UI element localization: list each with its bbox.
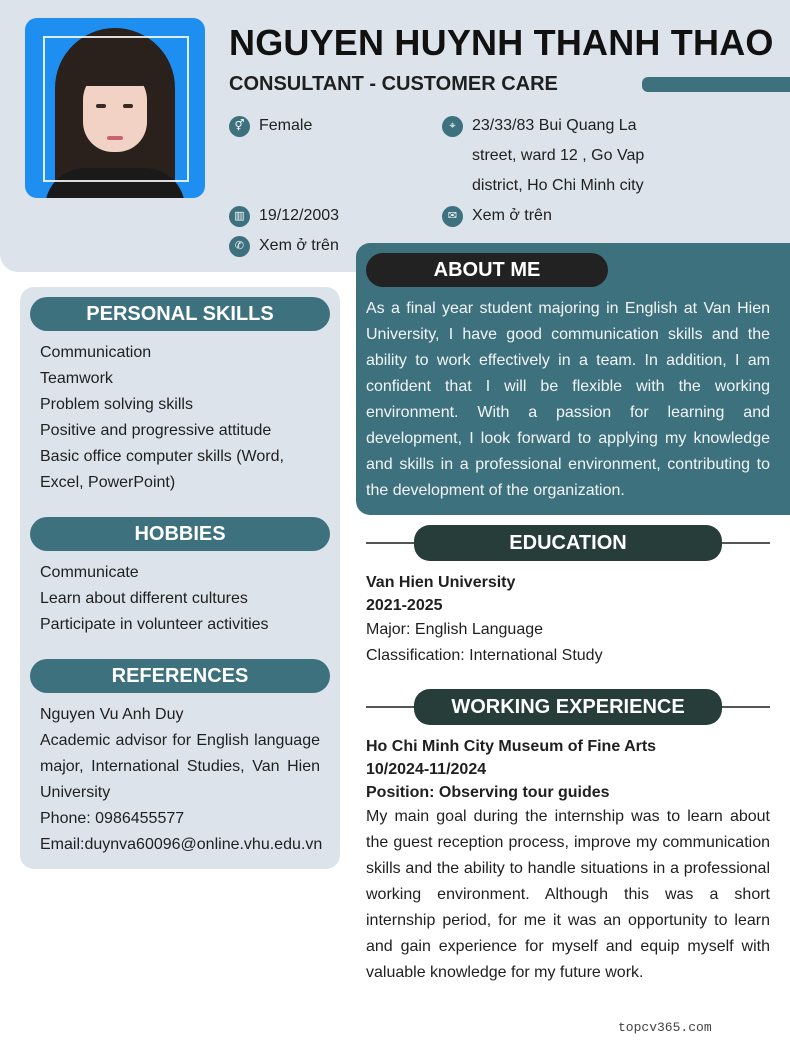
list-item: Participate in volunteer activities [40, 616, 269, 633]
section-title-hobbies: HOBBIES [30, 517, 330, 551]
education-classification: Classification: International Study [366, 647, 603, 664]
list-item: Communication [40, 344, 152, 361]
birthday-cake-icon: ▥ [229, 206, 250, 227]
gender-icon: ⚥ [229, 116, 250, 137]
education-header [366, 525, 770, 561]
about-me-text: As a final year student majoring in English at Van Hien University, I have good communication skills and the ability to work effectively in a team. In addition, I am confident that I will be flexible with the working environment. With a passion for learning and development, I look forward to applying my knowledge and skills in a professional environment, contributing to the development of the organization. [366, 300, 770, 499]
section-title-working-experience: WORKING EXPERIENCE [414, 689, 722, 725]
education-years: 2021-2025 [366, 597, 443, 614]
candidate-name: NGUYEN HUYNH THANH THAO [229, 22, 774, 63]
references-list [40, 702, 323, 858]
section-title-education: EDUCATION [414, 525, 722, 561]
education-entry [366, 571, 770, 669]
phone-icon: ✆ [229, 236, 250, 257]
list-item: Teamwork [40, 370, 113, 387]
left-sidebar-panel [20, 287, 340, 869]
info-date-of-birth [229, 201, 339, 231]
gender-value: Female [259, 117, 313, 134]
experience-period: 10/2024-11/2024 [366, 761, 487, 778]
info-gender [229, 111, 312, 141]
reference-phone: Phone: 0986455577 [40, 810, 185, 827]
title-accent-bar [642, 77, 790, 92]
experience-entry [366, 735, 770, 986]
envelope-icon: ✉ [442, 206, 463, 227]
watermark: topcv365.com [618, 1020, 712, 1035]
photo-frame [43, 36, 189, 182]
dob-value: 19/12/2003 [259, 207, 340, 224]
job-title: CONSULTANT - CUSTOMER CARE [229, 73, 558, 95]
address-value: 23/33/83 Bui Quang La street, ward 12 , Go Vap district, Ho Chi Minh city [472, 117, 645, 194]
info-address [442, 111, 672, 201]
about-me-section [356, 243, 790, 515]
list-item: Positive and progressive attitude [40, 422, 272, 439]
list-item: Communicate [40, 564, 139, 581]
section-title-personal-skills: PERSONAL SKILLS [30, 297, 330, 331]
list-item: Learn about different cultures [40, 590, 248, 607]
info-phone [229, 231, 339, 261]
experience-position: Position: Observing tour guides [366, 784, 610, 801]
section-title-about-me: ABOUT ME [366, 253, 608, 287]
section-title-references: REFERENCES [30, 659, 330, 693]
profile-photo [25, 18, 205, 198]
reference-email: Email:duynva60096@online.vhu.edu.vn [40, 836, 323, 853]
email-value: Xem ở trên [472, 207, 552, 224]
hobbies-list [40, 560, 322, 638]
reference-role: Academic advisor for English language major, International Studies, Van Hien University [40, 732, 320, 801]
info-email [442, 201, 552, 231]
personal-skills-list [40, 340, 322, 496]
school-name: Van Hien University [366, 574, 516, 591]
list-item: Problem solving skills [40, 396, 193, 413]
experience-header [366, 689, 770, 725]
reference-name: Nguyen Vu Anh Duy [40, 706, 184, 723]
experience-description: My main goal during the internship was to learn about the guest reception process, improve my communication skills and the ability to handle situations in a professional working environment. Although this was a short internship period, for me it was an opportunity to learn and gain experience for myself and equip myself with valuable knowledge for my future work. [366, 808, 770, 981]
phone-value: Xem ở trên [259, 237, 339, 254]
list-item: Basic office computer skills (Word, Excel, PowerPoint) [40, 448, 284, 491]
location-pin-icon: ⌖ [442, 116, 463, 137]
company-name: Ho Chi Minh City Museum of Fine Arts [366, 738, 657, 755]
education-major: Major: English Language [366, 621, 544, 638]
